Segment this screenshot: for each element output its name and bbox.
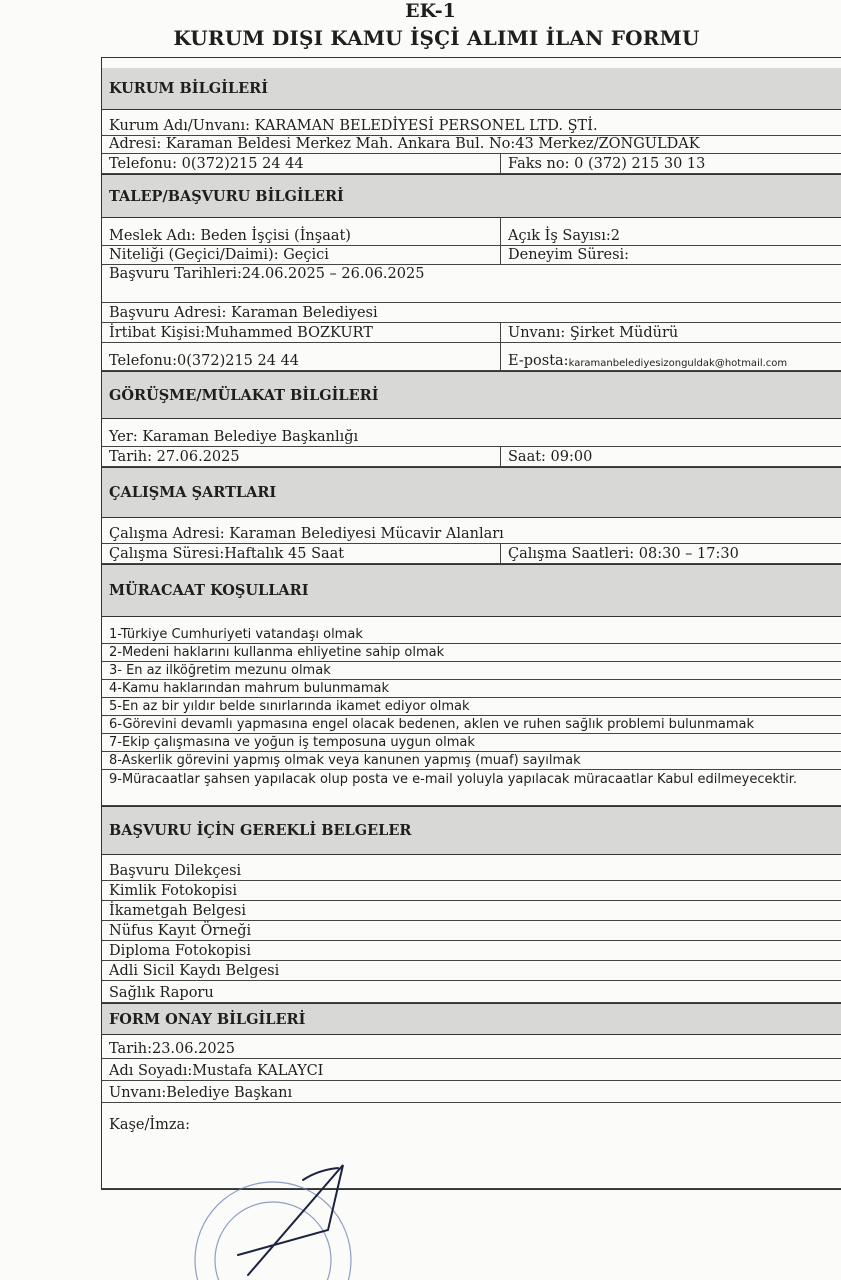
work-duration: Çalışma Süresi:Haftalık 45 Saat [109,546,345,562]
kurum-name-row [102,110,841,136]
kurum-fax: Faks no: 0 (372) 215 30 13 [500,154,841,173]
job-type: Niteliği (Geçici/Daimi): Geçici [109,247,329,263]
condition-item: 4-Kamu haklarından mahrum bulunmamak [102,680,841,698]
section-muracaat: MÜRACAAT KOŞULLARI [102,564,841,617]
talep-row-3 [102,265,841,303]
contact-email [500,343,841,370]
application-dates: Başvuru Tarihleri:24.06.2025 – 26.06.2025 [109,266,425,282]
work-address: Çalışma Adresi: Karaman Belediyesi Mücavir Alanları [109,526,504,542]
signature-label: Kaşe/İmza: [109,1117,191,1133]
document-item: Sağlık Raporu [102,981,841,1003]
contact-phone: Telefonu:0(372)215 24 44 [109,353,300,369]
announcement-form [101,57,841,1190]
condition-item: 3- En az ilköğretim mezunu olmak [102,662,841,680]
kurum-name: Kurum Adı/Unvanı: KARAMAN BELEDİYESİ PERSONEL LTD. ŞTİ. [109,118,598,134]
condition-item: 2-Medeni haklarını kullanma ehliyetine sahip olmak [102,644,841,662]
condition-item: 7-Ekip çalışmasına ve yoğun iş temposuna uygun olmak [102,734,841,752]
interview-date: Tarih: 27.06.2025 [109,449,240,465]
condition-item: 5-En az bir yıldır belde sınırlarında ikamet ediyor olmak [102,698,841,716]
gorusme-place-row [102,419,841,447]
gorusme-time-row [102,447,841,467]
experience: Deneyim Süresi: [500,246,841,264]
document-item: Kimlik Fotokopisi [102,881,841,901]
document-item: Diploma Fotokopisi [102,941,841,961]
talep-row-1 [102,218,841,246]
email-address: karamanbelediyesizonguldak@hotmail.com [568,358,788,369]
approval-date: Tarih:23.06.2025 [109,1041,236,1057]
kurum-contact-row [102,154,841,174]
annex-label: EK-1 [405,0,456,22]
talep-row-6 [102,343,841,371]
contact-person: İrtibat Kişisi:Muhammed BOZKURT [109,325,373,341]
talep-row-4 [102,303,841,323]
section-kurum: KURUM BİLGİLERİ [102,68,841,110]
calisma-address-row [102,518,841,544]
section-talep: TALEP/BAŞVURU BİLGİLERİ [102,174,841,218]
official-stamp-signature [178,1150,358,1280]
form-title: KURUM DIŞI KAMU İŞÇİ ALIMI İLAN FORMU [173,26,700,50]
interview-time: Saat: 09:00 [500,447,841,466]
section-gorusme: GÖRÜŞME/MÜLAKAT BİLGİLERİ [102,371,841,419]
kurum-address-row [102,136,841,154]
section-onay: FORM ONAY BİLGİLERİ [102,1003,841,1035]
condition-item: 9-Müracaatlar şahsen yapılacak olup posta ve e-mail yoluyla yapılacak müracaatlar Kabul edilmeyecektir. [102,770,841,806]
kurum-phone: Telefonu: 0(372)215 24 44 [109,156,304,172]
kurum-address: Adresi: Karaman Beldesi Merkez Mah. Ankara Bul. No:43 Merkez/ZONGULDAK [109,136,700,152]
open-positions: Açık İş Sayısı:2 [500,218,841,245]
approval-title-row [102,1081,841,1103]
condition-item: 8-Askerlik görevini yapmış olmak veya kanunen yapmış (muaf) sayılmak [102,752,841,770]
document-item: Nüfus Kayıt Örneği [102,921,841,941]
document-item: Adli Sicil Kaydı Belgesi [102,961,841,981]
document-item: Başvuru Dilekçesi [102,855,841,881]
talep-row-2 [102,246,841,265]
document-item: İkametgah Belgesi [102,901,841,921]
email-label: E-posta: [508,353,569,369]
condition-item: 6-Görevini devamlı yapmasına engel olacak bedenen, aklen ve ruhen sağlık problemi bulunmamak [102,716,841,734]
talep-row-5 [102,323,841,343]
work-hours: Çalışma Saatleri: 08:30 – 17:30 [500,544,841,563]
section-calisma: ÇALIŞMA ŞARTLARI [102,467,841,518]
approval-name: Adı Soyadı:Mustafa KALAYCI [109,1063,324,1079]
job-title: Meslek Adı: Beden İşçisi (İnşaat) [109,228,351,244]
section-belgeler: BAŞVURU İÇİN GEREKLİ BELGELER [102,806,841,855]
contact-title: Unvanı: Şirket Müdürü [500,323,841,342]
interview-place: Yer: Karaman Belediye Başkanlığı [109,429,359,445]
approval-name-row [102,1059,841,1081]
calisma-hours-row [102,544,841,564]
approval-title: Unvanı:Belediye Başkanı [109,1085,293,1101]
approval-date-row [102,1035,841,1059]
condition-item: 1-Türkiye Cumhuriyeti vatandaşı olmak [102,617,841,644]
application-address: Başvuru Adresi: Karaman Belediyesi [109,305,378,321]
